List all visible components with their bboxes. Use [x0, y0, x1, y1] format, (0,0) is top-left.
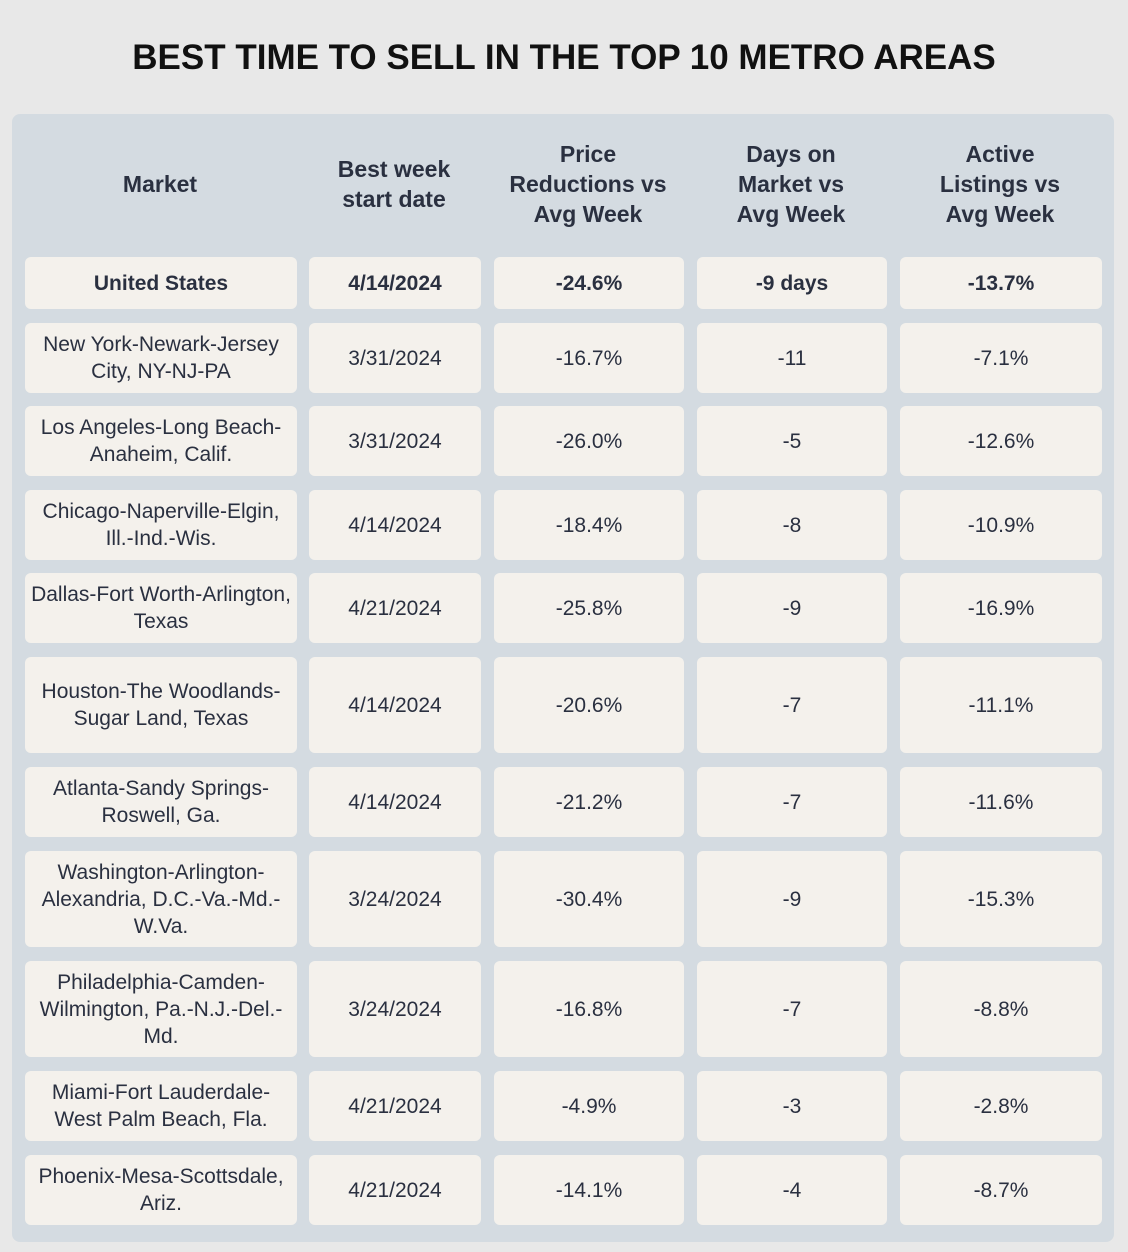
cell-price-reductions: -14.1%	[494, 1155, 684, 1225]
cell-price-reductions: -30.4%	[494, 851, 684, 947]
cell-best-week: 3/31/2024	[309, 323, 481, 393]
table-row	[0, 573, 1128, 643]
cell-active-listings: -13.7%	[900, 257, 1102, 309]
header-days-on-market: Days on Market vs Avg Week	[736, 141, 846, 227]
table-row	[0, 961, 1128, 1057]
cell-market: Houston-The Woodlands-Sugar Land, Texas	[25, 657, 297, 753]
cell-active-listings: -8.8%	[900, 961, 1102, 1057]
cell-days-on-market: -7	[697, 961, 887, 1057]
cell-best-week: 4/21/2024	[309, 1155, 481, 1225]
table-header-row	[12, 114, 1114, 254]
cell-market: Miami-Fort Lauderdale-West Palm Beach, Fla.	[25, 1071, 297, 1141]
cell-best-week: 3/31/2024	[309, 406, 481, 476]
cell-days-on-market: -7	[697, 657, 887, 753]
cell-price-reductions: -20.6%	[494, 657, 684, 753]
cell-days-on-market: -9	[697, 573, 887, 643]
cell-market: Atlanta-Sandy Springs-Roswell, Ga.	[25, 767, 297, 837]
cell-active-listings: -16.9%	[900, 573, 1102, 643]
cell-days-on-market: -9	[697, 851, 887, 947]
cell-days-on-market: -7	[697, 767, 887, 837]
cell-market: Chicago-Naperville-Elgin, Ill.-Ind.-Wis.	[25, 490, 297, 560]
cell-price-reductions: -16.7%	[494, 323, 684, 393]
cell-market: Dallas-Fort Worth-Arlington, Texas	[25, 573, 297, 643]
table-row	[0, 490, 1128, 560]
cell-market: Washington-Arlington-Alexandria, D.C.-Va.-Md.-W.Va.	[25, 851, 297, 947]
cell-days-on-market: -5	[697, 406, 887, 476]
table-row	[0, 767, 1128, 837]
cell-best-week: 4/21/2024	[309, 1071, 481, 1141]
cell-days-on-market: -8	[697, 490, 887, 560]
cell-market: Los Angeles-Long Beach-Anaheim, Calif.	[25, 406, 297, 476]
table-row	[0, 1071, 1128, 1141]
table-row	[0, 1155, 1128, 1225]
cell-days-on-market: -11	[697, 323, 887, 393]
cell-price-reductions: -4.9%	[494, 1071, 684, 1141]
cell-price-reductions: -25.8%	[494, 573, 684, 643]
cell-active-listings: -7.1%	[900, 323, 1102, 393]
table-row	[0, 406, 1128, 476]
cell-price-reductions: -24.6%	[494, 257, 684, 309]
cell-active-listings: -11.1%	[900, 657, 1102, 753]
cell-price-reductions: -26.0%	[494, 406, 684, 476]
header-active-listings: Active Listings vs Avg Week	[939, 141, 1061, 227]
cell-best-week: 4/14/2024	[309, 257, 481, 309]
cell-market: Phoenix-Mesa-Scottsdale, Ariz.	[25, 1155, 297, 1225]
cell-price-reductions: -21.2%	[494, 767, 684, 837]
cell-market: United States	[25, 257, 297, 309]
cell-days-on-market: -9 days	[697, 257, 887, 309]
header-best-week: Best week start date	[337, 156, 451, 212]
cell-market: Philadelphia-Camden-Wilmington, Pa.-N.J.-Del.-Md.	[25, 961, 297, 1057]
cell-best-week: 4/14/2024	[309, 490, 481, 560]
cell-active-listings: -2.8%	[900, 1071, 1102, 1141]
cell-active-listings: -8.7%	[900, 1155, 1102, 1225]
cell-best-week: 4/21/2024	[309, 573, 481, 643]
cell-best-week: 4/14/2024	[309, 767, 481, 837]
table-row	[0, 657, 1128, 753]
cell-days-on-market: -3	[697, 1071, 887, 1141]
header-market: Market	[122, 171, 198, 197]
table-row	[0, 257, 1128, 309]
cell-best-week: 3/24/2024	[309, 961, 481, 1057]
cell-best-week: 4/14/2024	[309, 657, 481, 753]
cell-active-listings: -10.9%	[900, 490, 1102, 560]
header-price-reductions: Price Reductions vs Avg Week	[509, 141, 667, 227]
cell-days-on-market: -4	[697, 1155, 887, 1225]
cell-active-listings: -12.6%	[900, 406, 1102, 476]
cell-price-reductions: -16.8%	[494, 961, 684, 1057]
cell-price-reductions: -18.4%	[494, 490, 684, 560]
table-row	[0, 323, 1128, 393]
cell-active-listings: -15.3%	[900, 851, 1102, 947]
page-title: BEST TIME TO SELL IN THE TOP 10 METRO AREAS	[132, 38, 996, 77]
cell-active-listings: -11.6%	[900, 767, 1102, 837]
cell-market: New York-Newark-Jersey City, NY-NJ-PA	[25, 323, 297, 393]
cell-best-week: 3/24/2024	[309, 851, 481, 947]
table-row	[0, 851, 1128, 947]
